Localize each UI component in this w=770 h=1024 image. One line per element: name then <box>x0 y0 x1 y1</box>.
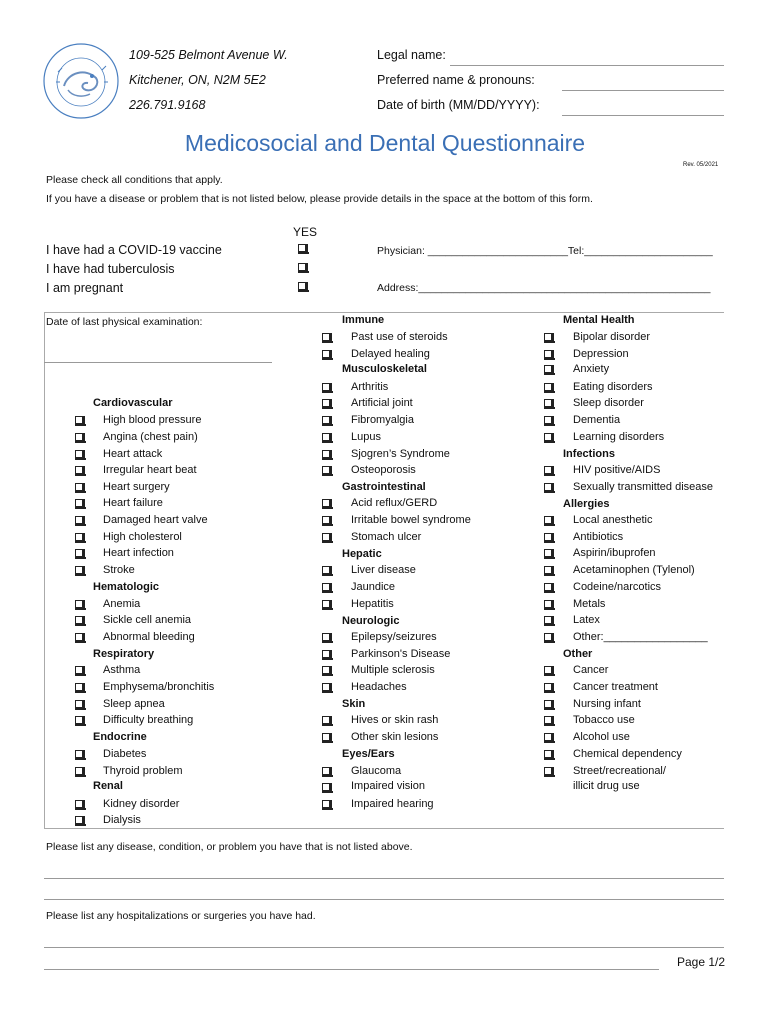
checkbox[interactable] <box>322 466 330 474</box>
respiratory-header: Respiratory <box>93 648 155 660</box>
checkbox[interactable] <box>544 416 552 424</box>
hematologic-header: Hematologic <box>93 581 160 593</box>
checkbox[interactable] <box>322 450 330 458</box>
physician-field[interactable]: Physician: ________________________Tel:______________________ <box>377 245 713 257</box>
checkbox[interactable] <box>322 499 330 507</box>
condition-label: Metals <box>573 598 606 610</box>
endocrine-header: Endocrine <box>93 731 147 743</box>
checkbox[interactable] <box>544 383 552 391</box>
condition-label: Parkinson's Disease <box>351 648 451 660</box>
checkbox[interactable] <box>75 433 83 441</box>
condition-label: Other skin lesions <box>351 731 439 743</box>
condition-label: Acid reflux/GERD <box>351 497 438 509</box>
condition-label: Osteoporosis <box>351 464 416 476</box>
checkbox[interactable] <box>322 666 330 674</box>
condition-label: Stomach ulcer <box>351 531 422 543</box>
checkbox[interactable] <box>544 683 552 691</box>
checkbox[interactable] <box>322 783 330 791</box>
checkbox[interactable] <box>75 716 83 724</box>
clinic-phone: 226.791.9168 <box>129 98 206 112</box>
checkbox[interactable] <box>544 399 552 407</box>
checkbox[interactable] <box>75 700 83 708</box>
list-disease-prompt: Please list any disease, condition, or problem you have that is not listed above. <box>46 841 413 853</box>
checkbox[interactable] <box>322 516 330 524</box>
condition-label: Anemia <box>103 598 141 610</box>
checkbox[interactable] <box>322 583 330 591</box>
condition-label: Damaged heart valve <box>103 514 208 526</box>
clinic-address-line1: 109-525 Belmont Avenue W. <box>129 48 288 62</box>
pregnant-question: I am pregnant <box>46 281 124 295</box>
condition-label: Heart infection <box>103 547 174 559</box>
condition-label: Kidney disorder <box>103 798 180 810</box>
checkbox[interactable] <box>544 516 552 524</box>
condition-label: Tobacco use <box>573 714 635 726</box>
last-exam-label: Date of last physical examination: <box>46 316 203 328</box>
condition-label: Codeine/narcotics <box>573 581 662 593</box>
condition-label: Hepatitis <box>351 598 394 610</box>
condition-label: Diabetes <box>103 748 147 760</box>
pregnant-checkbox[interactable] <box>298 282 306 290</box>
condition-label: Antibiotics <box>573 531 624 543</box>
condition-label: Emphysema/bronchitis <box>103 681 215 693</box>
condition-label: Multiple sclerosis <box>351 664 435 676</box>
condition-label: Dialysis <box>103 814 141 826</box>
musculoskeletal-header: Musculoskeletal <box>342 363 427 375</box>
list-disease-field-line2[interactable] <box>44 899 724 900</box>
checkbox[interactable] <box>544 333 552 341</box>
condition-label-continued: illicit drug use <box>573 780 640 792</box>
condition-label: Aspirin/ibuprofen <box>573 547 656 559</box>
condition-label: High blood pressure <box>103 414 202 426</box>
checkbox[interactable] <box>544 633 552 641</box>
dob-label: Date of birth (MM/DD/YYYY): <box>377 98 540 112</box>
checkbox[interactable] <box>544 466 552 474</box>
condition-label: HIV positive/AIDS <box>573 464 661 476</box>
checkbox[interactable] <box>544 616 552 624</box>
checkbox[interactable] <box>322 733 330 741</box>
checkbox[interactable] <box>322 683 330 691</box>
checkbox[interactable] <box>544 483 552 491</box>
instruction-line2: If you have a disease or problem that is not listed below, please provide details in the space at the bottom of this form. <box>46 193 593 205</box>
condition-label: Local anesthetic <box>573 514 653 526</box>
condition-label: Thyroid problem <box>103 765 183 777</box>
checkbox[interactable] <box>75 499 83 507</box>
checkbox[interactable] <box>75 767 83 775</box>
checkbox[interactable] <box>322 650 330 658</box>
tuberculosis-checkbox[interactable] <box>298 263 306 271</box>
checkbox[interactable] <box>75 416 83 424</box>
skin-header: Skin <box>342 698 366 710</box>
condition-label: Heart attack <box>103 448 163 460</box>
condition-label: Latex <box>573 614 600 626</box>
checkbox[interactable] <box>322 566 330 574</box>
covid-vaccine-checkbox[interactable] <box>298 244 306 252</box>
checkbox[interactable] <box>322 533 330 541</box>
condition-label: Anxiety <box>573 363 610 375</box>
checkbox[interactable] <box>75 616 83 624</box>
infections-header: Infections <box>563 448 615 460</box>
condition-label: Glaucoma <box>351 765 402 777</box>
condition-label: Heart surgery <box>103 481 170 493</box>
checkbox[interactable] <box>322 433 330 441</box>
condition-label: Cancer treatment <box>573 681 658 693</box>
checkbox[interactable] <box>544 716 552 724</box>
checkbox[interactable] <box>75 566 83 574</box>
allergies-header: Allergies <box>563 498 610 510</box>
condition-label: Dementia <box>573 414 621 426</box>
checkbox[interactable] <box>75 633 83 641</box>
page-title: Medicosocial and Dental Questionnaire <box>184 130 586 156</box>
checkbox[interactable] <box>544 549 552 557</box>
list-hospitalizations-prompt: Please list any hospitalizations or surgeries you have had. <box>46 910 316 922</box>
checkbox[interactable] <box>544 666 552 674</box>
cardiovascular-header: Cardiovascular <box>93 397 173 409</box>
condition-label: Angina (chest pain) <box>103 431 198 443</box>
checkbox[interactable] <box>544 365 552 373</box>
condition-label: Stroke <box>103 564 135 576</box>
condition-label: Artificial joint <box>351 397 413 409</box>
condition-label: Impaired vision <box>351 780 425 792</box>
condition-label: Past use of steroids <box>351 331 448 343</box>
condition-label: Irregular heart beat <box>103 464 197 476</box>
condition-label: Street/recreational/ <box>573 765 666 777</box>
checkbox[interactable] <box>322 800 330 808</box>
checkbox[interactable] <box>75 466 83 474</box>
condition-label: Depression <box>573 348 629 360</box>
condition-label: Sjogren’s Syndrome <box>351 448 450 460</box>
list-hosp-field-line2[interactable] <box>44 969 659 970</box>
checkbox[interactable] <box>75 533 83 541</box>
condition-label: Chemical dependency <box>573 748 682 760</box>
immune-header: Immune <box>342 314 385 326</box>
other-header: Other <box>563 648 593 660</box>
checkbox[interactable] <box>322 633 330 641</box>
condition-label: Nursing infant <box>573 698 641 710</box>
condition-label: Arthritis <box>351 381 389 393</box>
condition-label: Delayed healing <box>351 348 430 360</box>
condition-label: Bipolar disorder <box>573 331 651 343</box>
other-allergy-field[interactable]: Other:_________________ <box>573 631 708 643</box>
condition-label: Cancer <box>573 664 609 676</box>
checkbox[interactable] <box>75 800 83 808</box>
condition-label: Liver disease <box>351 564 416 576</box>
neurologic-header: Neurologic <box>342 615 400 627</box>
condition-label: Asthma <box>103 664 141 676</box>
list-hosp-field-line1[interactable] <box>44 947 724 948</box>
condition-label: Epilepsy/seizures <box>351 631 437 643</box>
checkbox[interactable] <box>544 733 552 741</box>
condition-label: Eating disorders <box>573 381 653 393</box>
condition-label: Headaches <box>351 681 407 693</box>
preferred-name-field[interactable] <box>562 90 724 91</box>
condition-label: Fibromyalgia <box>351 414 414 426</box>
section-divider-bottom <box>44 828 724 829</box>
checkbox[interactable] <box>322 399 330 407</box>
preferred-name-label: Preferred name & pronouns: <box>377 73 535 87</box>
checkbox[interactable] <box>322 350 330 358</box>
condition-label: Jaundice <box>351 581 396 593</box>
condition-label: Hives or skin rash <box>351 714 439 726</box>
legal-name-field[interactable] <box>450 65 724 66</box>
condition-label: Sexually transmitted disease <box>573 481 714 493</box>
checkbox[interactable] <box>75 549 83 557</box>
section-left-border <box>44 312 45 828</box>
condition-label: Acetaminophen (Tylenol) <box>573 564 695 576</box>
gastrointestinal-header: Gastrointestinal <box>342 481 426 493</box>
checkbox[interactable] <box>322 383 330 391</box>
list-disease-field-line1[interactable] <box>44 878 724 879</box>
tuberculosis-question: I have had tuberculosis <box>46 262 175 276</box>
eyes-ears-header: Eyes/Ears <box>342 748 395 760</box>
checkbox[interactable] <box>75 666 83 674</box>
checkbox[interactable] <box>75 450 83 458</box>
checkbox[interactable] <box>322 767 330 775</box>
checkbox[interactable] <box>544 750 552 758</box>
hepatic-header: Hepatic <box>342 548 382 560</box>
yes-header: YES <box>293 225 318 239</box>
condition-label: Sleep apnea <box>103 698 165 710</box>
checkbox[interactable] <box>544 767 552 775</box>
checkbox[interactable] <box>75 750 83 758</box>
condition-label: Impaired hearing <box>351 798 434 810</box>
condition-label: Sickle cell anemia <box>103 614 192 626</box>
last-exam-field[interactable] <box>44 362 272 363</box>
revision-label: Rev. 05/2021 <box>683 162 719 168</box>
clinic-address-line2: Kitchener, ON, N2M 5E2 <box>129 73 266 87</box>
clinic-logo <box>42 42 120 120</box>
renal-header: Renal <box>93 780 123 792</box>
checkbox[interactable] <box>75 816 83 824</box>
checkbox[interactable] <box>75 483 83 491</box>
checkbox[interactable] <box>75 683 83 691</box>
mental-health-header: Mental Health <box>563 314 635 326</box>
physician-address-field[interactable]: Address:__________________________________________________ <box>377 282 711 294</box>
checkbox[interactable] <box>544 583 552 591</box>
legal-name-label: Legal name: <box>377 48 446 62</box>
section-divider-top <box>44 312 724 313</box>
checkbox[interactable] <box>75 516 83 524</box>
checkbox[interactable] <box>544 700 552 708</box>
checkbox[interactable] <box>544 600 552 608</box>
page-number: Page 1/2 <box>677 955 726 969</box>
checkbox[interactable] <box>322 716 330 724</box>
condition-label: Learning disorders <box>573 431 665 443</box>
covid-vaccine-question: I have had a COVID-19 vaccine <box>46 243 222 257</box>
condition-label: Lupus <box>351 431 381 443</box>
condition-label: Heart failure <box>103 497 163 509</box>
checkbox[interactable] <box>544 350 552 358</box>
condition-label: High cholesterol <box>103 531 182 543</box>
dob-field[interactable] <box>562 115 724 116</box>
condition-label: Difficulty breathing <box>103 714 194 726</box>
checkbox[interactable] <box>544 433 552 441</box>
checkbox[interactable] <box>75 600 83 608</box>
instruction-line1: Please check all conditions that apply. <box>46 174 223 186</box>
condition-label: Irritable bowel syndrome <box>351 514 471 526</box>
checkbox[interactable] <box>544 566 552 574</box>
checkbox[interactable] <box>322 600 330 608</box>
checkbox[interactable] <box>322 416 330 424</box>
checkbox[interactable] <box>544 533 552 541</box>
condition-label: Abnormal bleeding <box>103 631 195 643</box>
condition-label: Sleep disorder <box>573 397 644 409</box>
condition-label: Alcohol use <box>573 731 630 743</box>
checkbox[interactable] <box>322 333 330 341</box>
